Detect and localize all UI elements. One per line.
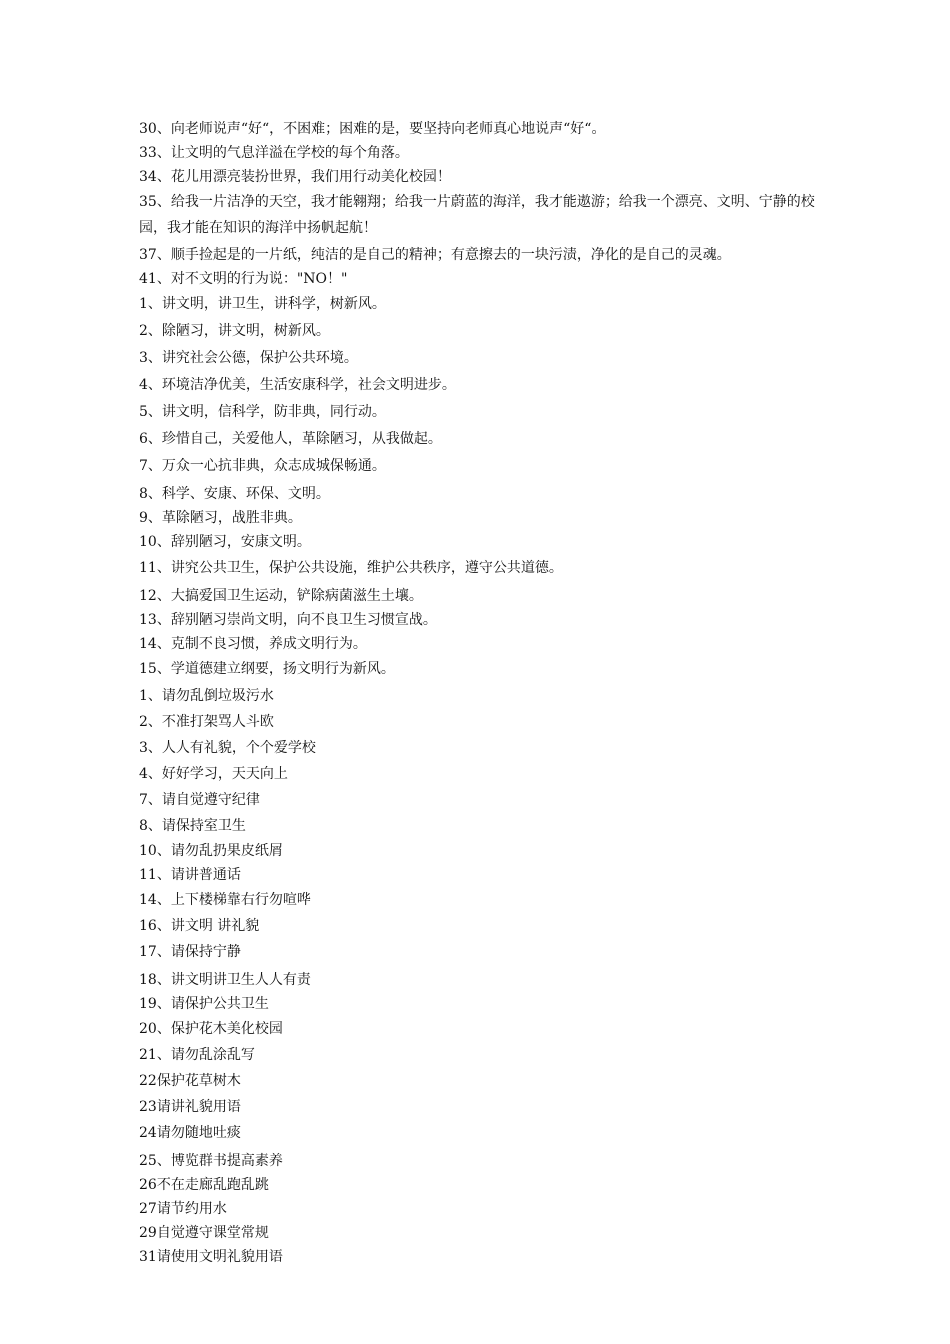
text-line: 25、博览群书提高素养 <box>139 1153 283 1169</box>
text-line: 18、讲文明讲卫生人人有责 <box>139 972 311 988</box>
text-line: 37、顺手捡起是的一片纸，纯洁的是自己的精神；有意擦去的一块污渍，净化的是自己的灵魂。 <box>139 247 731 263</box>
text-line: 5、讲文明，信科学，防非典，同行动。 <box>139 404 386 420</box>
text-line: 15、学道德建立纲要，扬文明行为新风。 <box>139 661 395 677</box>
text-line: 13、辞别陋习崇尚文明，向不良卫生习惯宣战。 <box>139 612 437 628</box>
text-line: 41、对不文明的行为说："NO！" <box>139 271 348 287</box>
text-line: 34、花儿用漂亮装扮世界，我们用行动美化校园！ <box>139 169 451 185</box>
text-line: 21、请勿乱涂乱写 <box>139 1047 255 1063</box>
text-line: 19、请保护公共卫生 <box>139 996 269 1012</box>
text-line: 7、万众一心抗非典，众志成城保畅通。 <box>139 458 386 474</box>
text-line: 9、革除陋习，战胜非典。 <box>139 510 302 526</box>
text-line: 11、请讲普通话 <box>139 867 241 883</box>
text-line: 27请节约用水 <box>139 1201 227 1217</box>
text-line: 33、让文明的气息洋溢在学校的每个角落。 <box>139 145 409 161</box>
text-line: 20、保护花木美化校园 <box>139 1021 283 1037</box>
text-line: 22保护花草树木 <box>139 1073 241 1089</box>
text-line: 30、向老师说声“好“，不困难；困难的是，要坚持向老师真心地说声“好“。 <box>139 121 606 137</box>
text-line: 4、环境洁净优美，生活安康科学，社会文明进步。 <box>139 377 456 393</box>
text-line: 26不在走廊乱跑乱跳 <box>139 1177 269 1193</box>
text-line: 6、珍惜自己，关爱他人，革除陋习，从我做起。 <box>139 431 442 447</box>
text-line: 8、请保持室卫生 <box>139 818 246 834</box>
text-line: 3、人人有礼貌，个个爱学校 <box>139 740 316 756</box>
text-line: 4、好好学习，天天向上 <box>139 766 288 782</box>
text-line: 1、讲文明，讲卫生，讲科学，树新风。 <box>139 296 386 312</box>
text-line: 14、上下楼梯靠右行勿喧哗 <box>139 892 311 908</box>
text-line: 10、请勿乱扔果皮纸屑 <box>139 843 283 859</box>
text-line: 23请讲礼貌用语 <box>139 1099 241 1115</box>
text-line: 12、大搞爱国卫生运动，铲除病菌滋生土壤。 <box>139 588 423 604</box>
text-line: 2、除陋习，讲文明，树新风。 <box>139 323 330 339</box>
text-line: 29自觉遵守课堂常规 <box>139 1225 269 1241</box>
text-line: 2、不准打架骂人斗欧 <box>139 714 274 730</box>
text-line: 1、请勿乱倒垃圾污水 <box>139 688 274 704</box>
text-line: 24请勿随地吐痰 <box>139 1125 241 1141</box>
text-line: 17、请保持宁静 <box>139 944 241 960</box>
text-line: 7、请自觉遵守纪律 <box>139 792 260 808</box>
text-line: 31请使用文明礼貌用语 <box>139 1249 283 1265</box>
text-line: 10、辞别陋习，安康文明。 <box>139 534 311 550</box>
document-body <box>139 117 815 1269</box>
text-line: 11、讲究公共卫生，保护公共设施，维护公共秩序，遵守公共道德。 <box>139 560 563 576</box>
text-line: 16、讲文明 讲礼貌 <box>139 918 260 934</box>
text-line: 14、克制不良习惯，养成文明行为。 <box>139 636 367 652</box>
text-line: 3、讲究社会公德，保护公共环境。 <box>139 350 358 366</box>
text-line: 8、科学、安康、环保、文明。 <box>139 486 330 502</box>
text-line: 35、给我一片洁净的天空，我才能翱翔；给我一片蔚蓝的海洋，我才能遨游；给我一个漂亮、文明、宁静的校园，我才能在知识的海洋中扬帆起航！ <box>139 194 815 236</box>
